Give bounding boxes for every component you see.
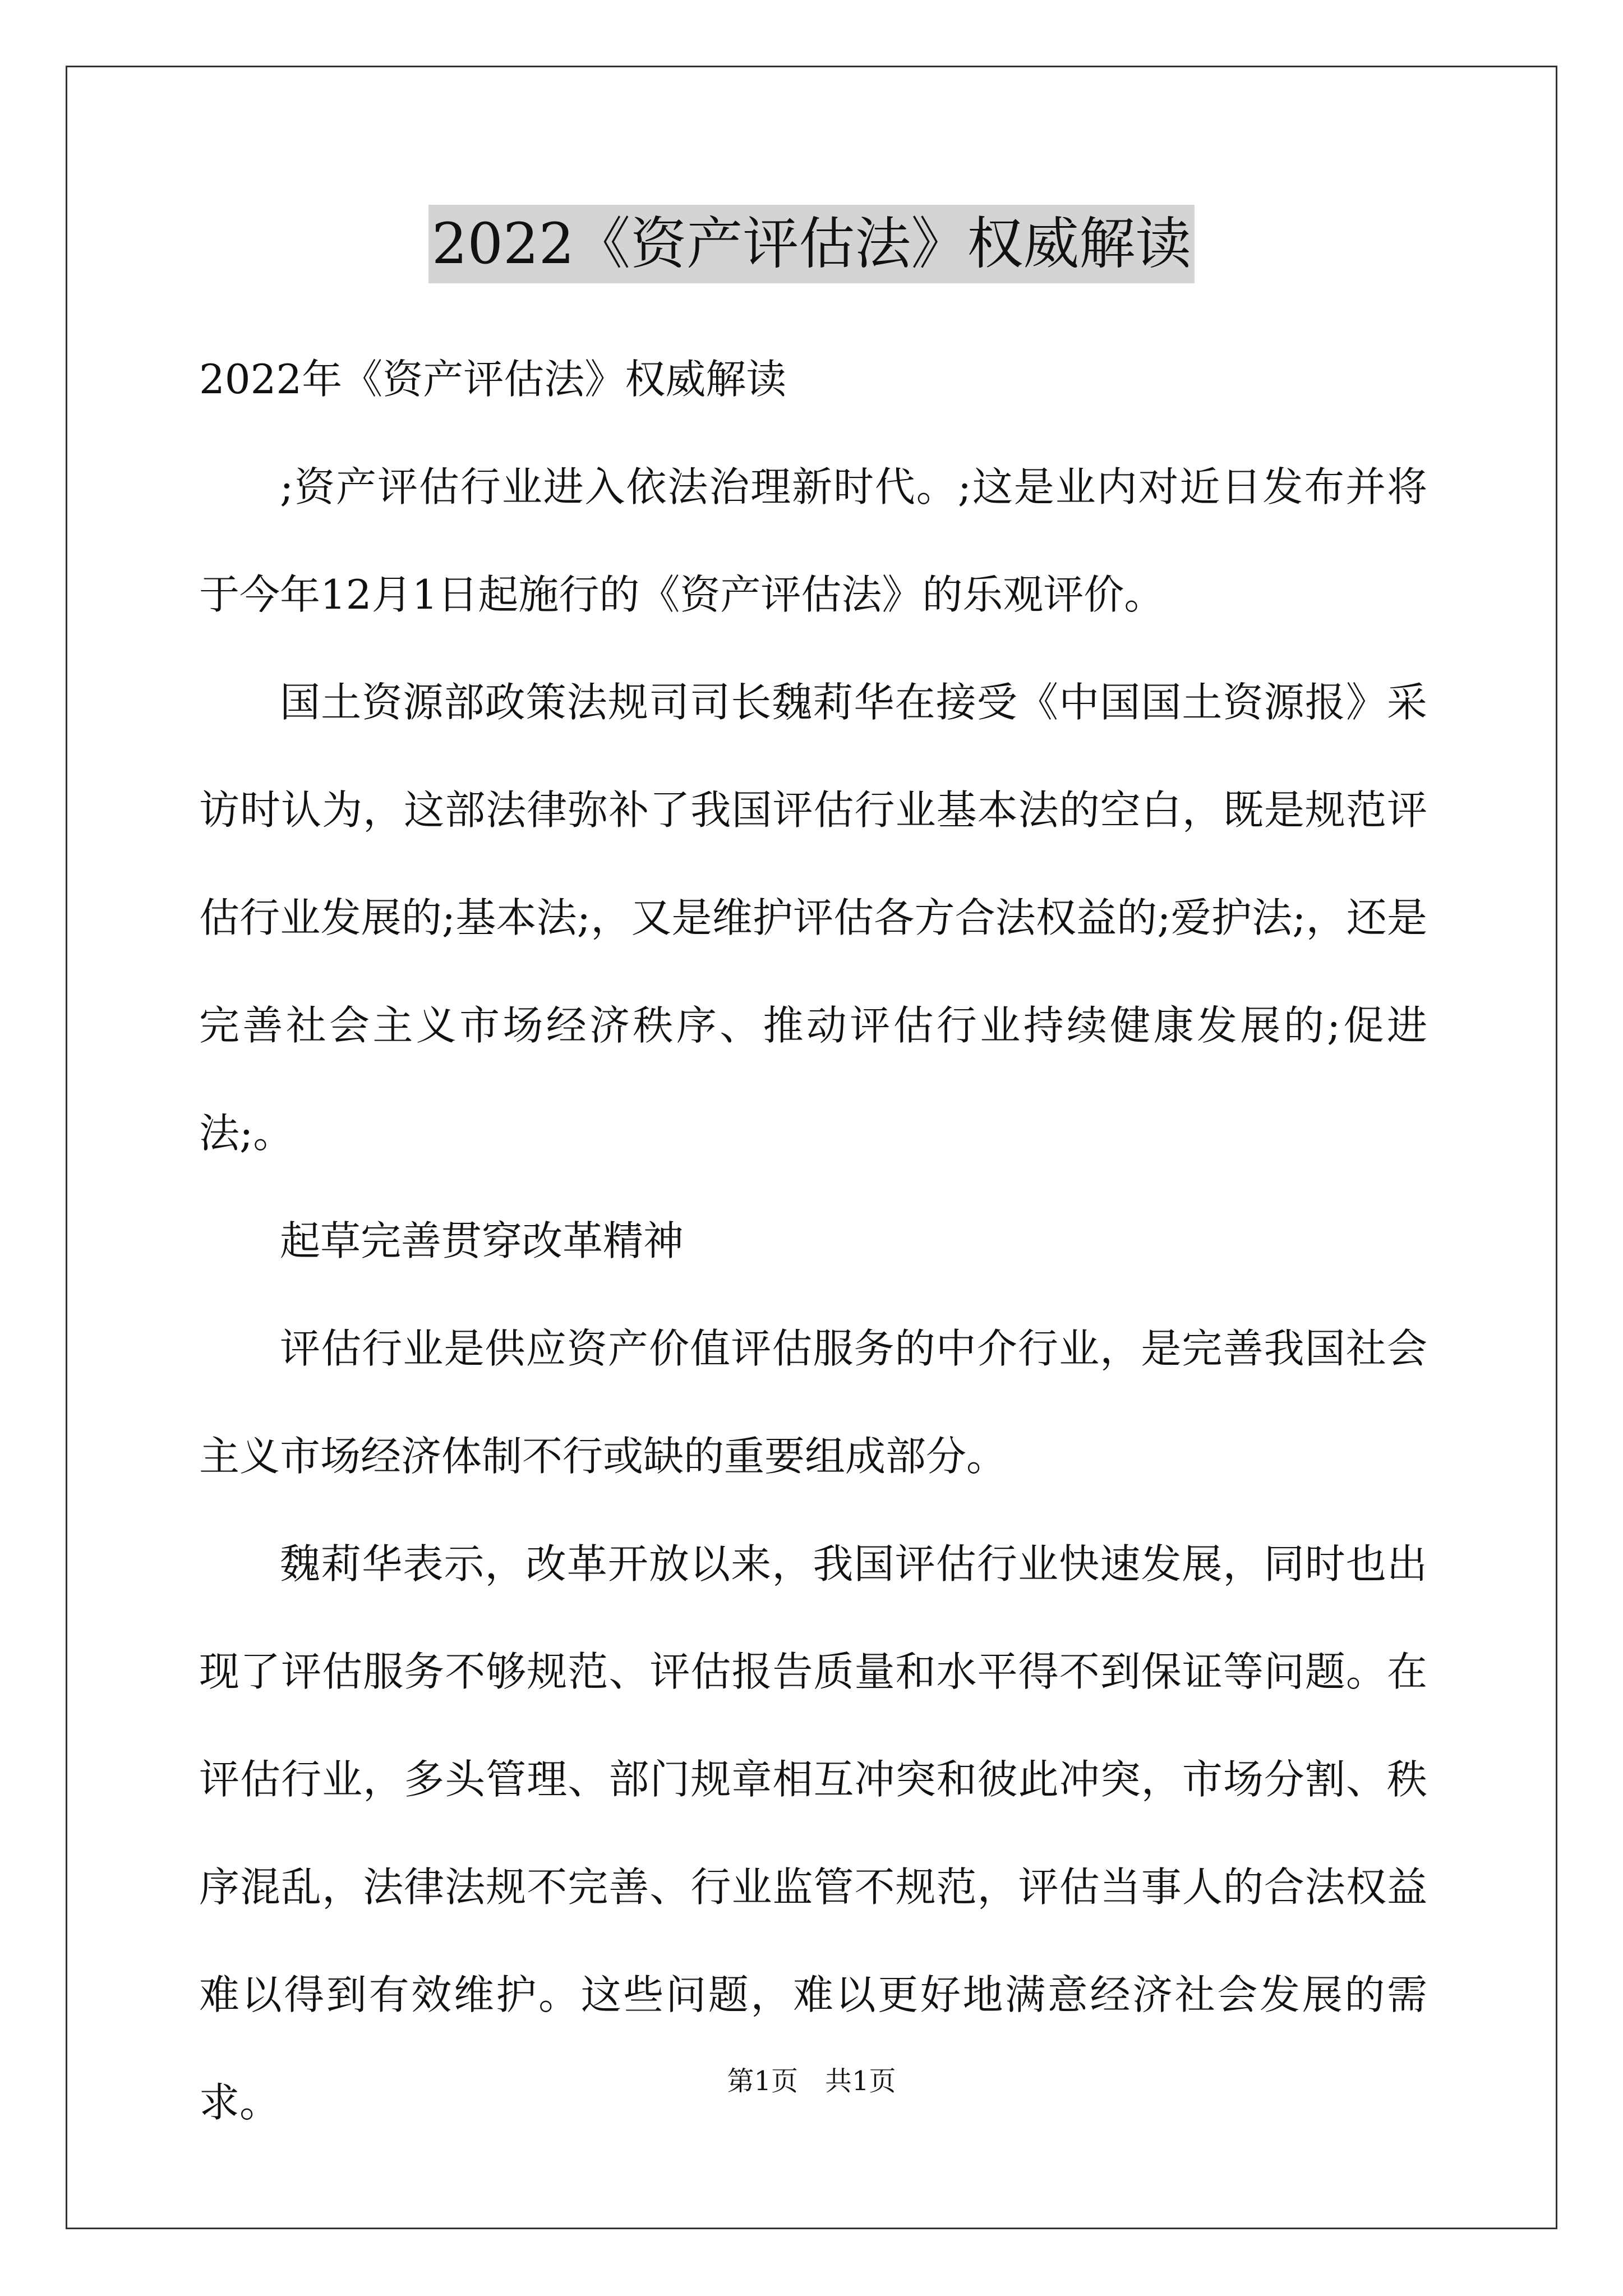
paragraph-subtitle: 2022年《资产评估法》权威解读 <box>199 356 787 403</box>
paragraph: 魏莉华表示，改革开放以来，我国评估行业快速发展，同时也出现了评估服务不够规范、评估报告质量和水平得不到保证等问题。在评估行业，多头管理、部门规章相互冲突和彼此冲突，市场分割、秩序混乱，法律法规不完善、行业监管不规范，评估当事人的合法权益难以得到有效维护。这些问题，难以更好地满意经济社会发展的需求。 <box>199 1540 1427 2126</box>
section-heading: 起草完善贯穿改革精神 <box>280 1217 684 1264</box>
paragraph: 评估行业是供应资产价值评估服务的中介行业，是完善我国社会主义市场经济体制不行或缺的重要组成部分。 <box>199 1325 1427 1480</box>
paragraph: ;资产评估行业进入依法治理新时代。;这是业内对近日发布并将于今年12月1日起施行的《资产评估法》的乐观评价。 <box>199 463 1427 618</box>
page-number: 第1页 共1页 <box>727 2065 896 2097</box>
title-container <box>0 205 1623 283</box>
paragraph: 国土资源部政策法规司司长魏莉华在接受《中国国土资源报》采访时认为，这部法律弥补了我国评估行业基本法的空白，既是规范评估行业发展的;基本法;，又是维护评估各方合法权益的;爱护法;，还是完善社会主义市场经济秩序、推动评估行业持续健康发展的;促进法;。 <box>199 679 1427 1157</box>
document-body <box>199 325 1427 2156</box>
document-title: 2022《资产评估法》权威解读 <box>428 205 1195 283</box>
